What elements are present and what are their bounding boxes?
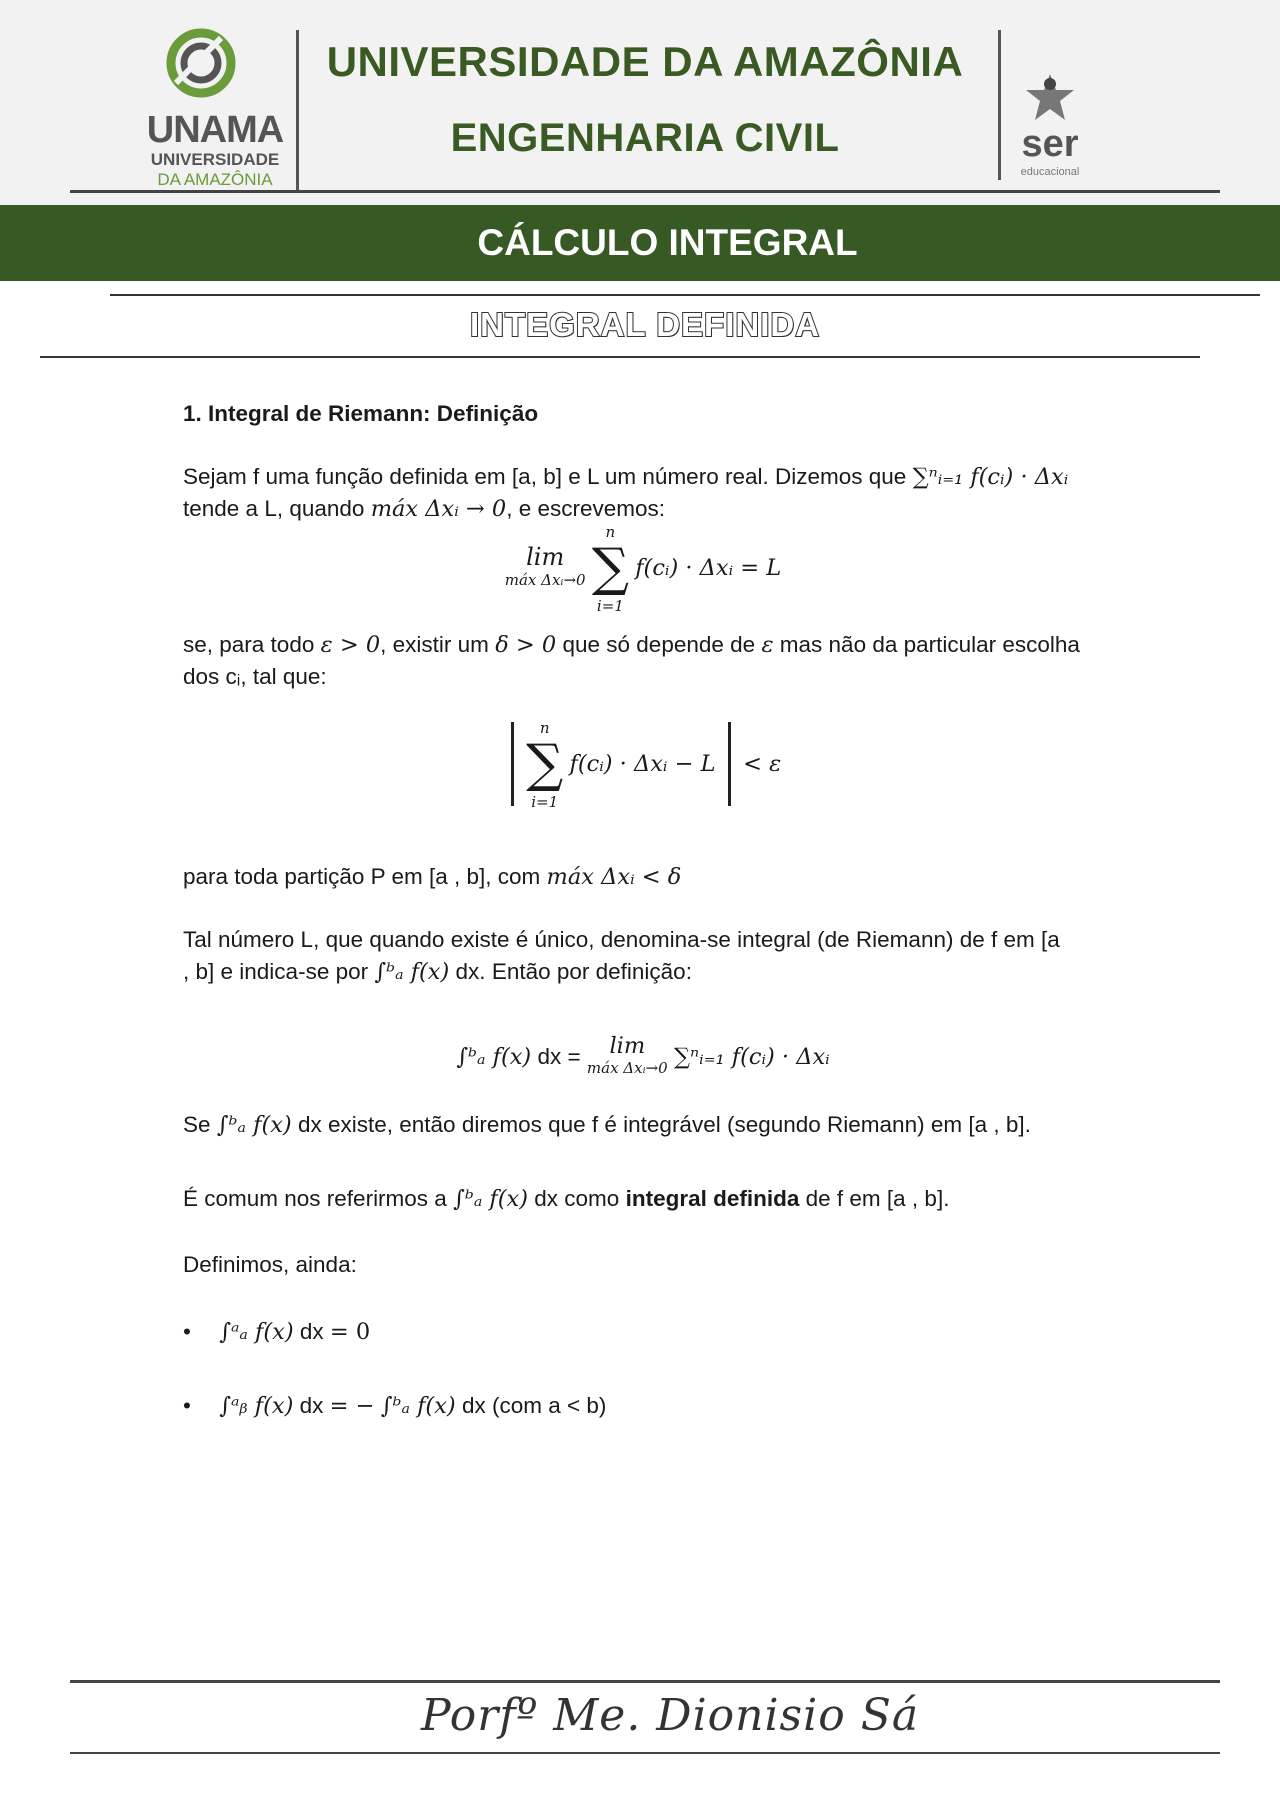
bullet-icon: • bbox=[183, 1319, 191, 1344]
lim-sub: máx Δxᵢ→0 bbox=[504, 570, 586, 589]
paragraph-partition bbox=[183, 861, 1103, 893]
divider bbox=[40, 356, 1200, 358]
math-eps2: ε bbox=[761, 632, 774, 658]
text: É comum nos referirmos a bbox=[183, 1186, 447, 1211]
divider bbox=[110, 294, 1260, 296]
dx-text: dx bbox=[461, 1393, 486, 1418]
text: dx existe, então diremos que f é integrável (segundo Riemann) em [a , b]. bbox=[297, 1112, 1031, 1137]
sigma-icon: ∑ bbox=[591, 538, 629, 598]
integral-lhs: ∫ᵇₐ f(x) bbox=[456, 1044, 532, 1070]
text: para toda partição P em [a , b], com bbox=[183, 864, 541, 889]
text: Sejam f uma função definida em [a, b] e L um número real. Dizemos que bbox=[183, 464, 907, 489]
dx-equals: dx = bbox=[537, 1044, 581, 1069]
inequality-rhs: < ε bbox=[743, 751, 782, 777]
math-integral: ∫ᵃᵦ f(x) bbox=[219, 1393, 294, 1419]
ser-word: ser bbox=[1021, 123, 1079, 165]
list-item bbox=[183, 1316, 1103, 1348]
limit-block bbox=[586, 1033, 668, 1078]
lim-text: lim bbox=[609, 1033, 646, 1059]
paragraph-integral bbox=[183, 924, 1103, 988]
paragraph-integrable bbox=[183, 1109, 1103, 1141]
author-signature: Porfº Me. Dionisio Sá bbox=[420, 1690, 920, 1741]
ser-logo bbox=[1010, 70, 1090, 180]
sum-body: f(cᵢ) · Δxᵢ = L bbox=[635, 555, 782, 581]
star-person-icon bbox=[1020, 70, 1080, 126]
list-item bbox=[183, 1390, 1103, 1422]
text: , b] e indica-se por bbox=[183, 959, 369, 984]
topic-title: INTEGRAL DEFINIDA bbox=[469, 306, 821, 343]
unama-logo bbox=[140, 28, 290, 193]
math-rest: = − bbox=[329, 1393, 375, 1419]
unama-emblem-icon bbox=[166, 28, 236, 98]
sum-lower: i=1 bbox=[531, 793, 559, 811]
text: Tal número L, que quando existe é único, denomina-se integral (de Riemann) de f em [a bbox=[183, 927, 1060, 952]
abs-bar-right bbox=[728, 722, 731, 806]
lim-text: lim bbox=[526, 542, 565, 571]
math-sum: ∑ⁿᵢ₌₁ f(cᵢ) · Δxᵢ bbox=[912, 464, 1069, 490]
abs-bar-left bbox=[511, 722, 514, 806]
sum-upper: n bbox=[605, 523, 616, 541]
math-integral: ∫ᵇₐ f(x) bbox=[380, 1393, 456, 1419]
section-heading: 1. Integral de Riemann: Definição bbox=[183, 401, 539, 426]
math-rest: = 0 bbox=[329, 1319, 371, 1345]
course-banner bbox=[0, 205, 1280, 281]
text: dx. Então por definição: bbox=[455, 959, 692, 984]
paragraph-further: Definimos, ainda: bbox=[183, 1252, 357, 1277]
header-divider bbox=[296, 30, 299, 190]
footer-rule bbox=[70, 1752, 1220, 1754]
sigma-icon: ∑ bbox=[526, 734, 564, 794]
page-header bbox=[0, 0, 1280, 205]
logo-subtitle-green: DA AMAZÔNIA bbox=[157, 170, 273, 189]
equation-definition bbox=[183, 1033, 1103, 1078]
bold-term: integral definida bbox=[625, 1186, 800, 1211]
header-rule bbox=[70, 190, 1220, 193]
math-eps: ε > 0 bbox=[320, 632, 381, 658]
sum-rhs: ∑ⁿᵢ₌₁ f(cᵢ) · Δxᵢ bbox=[674, 1044, 830, 1070]
sum-upper: n bbox=[539, 719, 550, 737]
math-delta: δ > 0 bbox=[495, 632, 557, 658]
sum-body: f(cᵢ) · Δxᵢ − L bbox=[569, 751, 716, 777]
header-divider-right bbox=[998, 30, 1001, 180]
banner-title: CÁLCULO INTEGRAL bbox=[477, 222, 858, 263]
paragraph-epsilon bbox=[183, 629, 1103, 693]
text: se, para todo bbox=[183, 632, 315, 657]
sum-block bbox=[592, 520, 629, 616]
text: , e escrevemos: bbox=[506, 496, 666, 521]
course-title: ENGENHARIA CIVIL bbox=[450, 116, 840, 160]
text: Se bbox=[183, 1112, 211, 1137]
math-integral: ∫ᵇₐ f(x) bbox=[453, 1186, 528, 1212]
paragraph-definite bbox=[183, 1183, 1103, 1215]
text: dx como bbox=[534, 1186, 620, 1211]
logo-subtitle: UNIVERSIDADE bbox=[150, 150, 280, 169]
paragraph-definition bbox=[183, 461, 1103, 525]
footer-rule bbox=[70, 1680, 1220, 1683]
lim-sub: máx Δxᵢ→0 bbox=[586, 1059, 668, 1077]
dx-text: dx bbox=[299, 1393, 324, 1418]
equation-inequality bbox=[183, 716, 1103, 812]
dx-text: dx bbox=[299, 1319, 324, 1344]
bullet-icon: • bbox=[183, 1393, 191, 1418]
ser-subtitle: educacional bbox=[1020, 166, 1080, 178]
text: , existir um bbox=[380, 632, 489, 657]
logo-word: UNAMA bbox=[146, 109, 284, 151]
math-integral: ∫ᵇₐ f(x) bbox=[374, 959, 450, 985]
equation-limit bbox=[183, 520, 1103, 616]
text: dos cᵢ, tal que: bbox=[183, 664, 327, 689]
math-integral: ∫ᵇₐ f(x) bbox=[216, 1112, 292, 1138]
text: de f em [a , b]. bbox=[805, 1186, 950, 1211]
sum-lower: i=1 bbox=[596, 597, 624, 615]
math-condition: máx Δxᵢ → 0 bbox=[370, 496, 507, 522]
text: tende a L, quando bbox=[183, 496, 365, 521]
limit-block bbox=[504, 542, 586, 590]
note-text: (com a < b) bbox=[491, 1393, 607, 1418]
math-condition: máx Δxᵢ < δ bbox=[546, 864, 682, 890]
text: que só depende de bbox=[562, 632, 756, 657]
math-integral: ∫ᵃₐ f(x) bbox=[219, 1319, 294, 1345]
text: mas não da particular escolha bbox=[779, 632, 1080, 657]
sum-block bbox=[526, 716, 563, 812]
university-title: UNIVERSIDADE DA AMAZÔNIA bbox=[326, 38, 964, 85]
